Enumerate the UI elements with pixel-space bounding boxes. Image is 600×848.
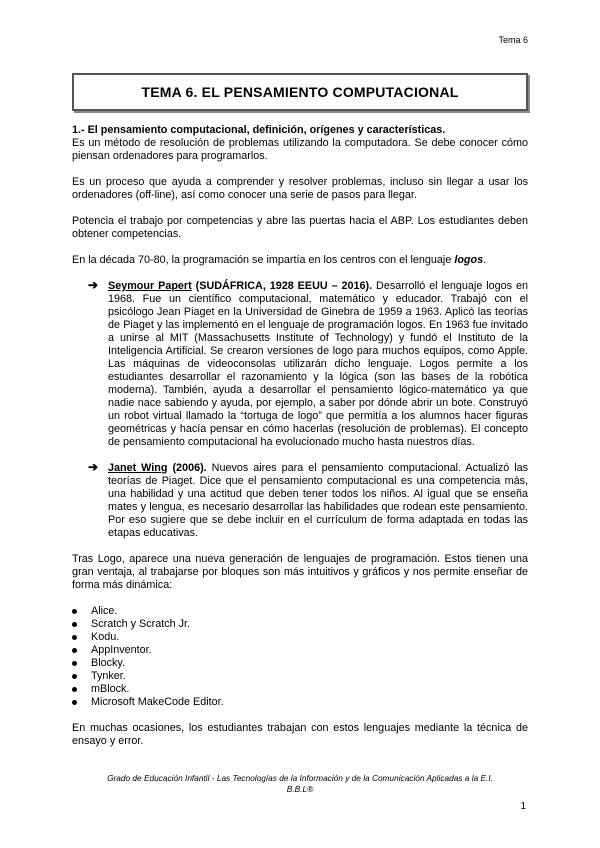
list-item: Microsoft MakeCode Editor. (72, 696, 528, 709)
paragraph-closing: En muchas ocasiones, los estudiantes trabajan con estos lenguajes mediante la técnica de ensayo y error. (72, 722, 528, 747)
bullet-icon (72, 700, 77, 705)
chapter-title-box (72, 73, 528, 111)
list-item: Tynker. (72, 670, 528, 683)
bullet-icon (72, 648, 77, 653)
person-description: Desarrolló el lenguaje logos en 1968. Fue un científico computacional, matemático y educador. Trabajó con el psicólogo Jean Piaget en la Universidad de Ginebra de 1959 a 1963. Aplicó las teorías de Piaget y las implementó en el lenguaje de programación logos. En 1963 fue invitado a unirse al MIT (Massachusetts Institute of Technology) y fundó el Instituto de la Inteligencia Artificial. Se crearon versiones de logo para muchos equipos, como Apple. Las máquinas de videoconsolas utilizarán dicho lenguaje. Logos permite a los estudiantes desarrollar el razonamiento y la lógica (son las bases de la robótica moderna). También, ayuda a desarrollar el pensamiento lógico-matemático ya que nadie nace sabiendo y ayuda, por ejemplo, a saber por dónde abrir un bote. Construyó un robot virtual llamado la “tortuga de logo” que permitía a los alumnos hacer figuras geométricas y hacía pensar en cómo hacerlas (resolución de problemas). El concepto de pensamiento computacional ha evolucionado mucho hasta nuestros días. (108, 280, 528, 448)
paragraph-definition: Es un método de resolución de problemas utilizando la computadora. Se debe conocer cómo piensan ordenadores para programarlos. (72, 137, 528, 162)
person-entry-papert (72, 280, 528, 449)
bullet-icon (72, 661, 77, 666)
list-item: mBlock. (72, 683, 528, 696)
logos-emphasis: logos (454, 254, 484, 266)
bullet-icon (72, 635, 77, 640)
list-item: Scratch y Scratch Jr. (72, 618, 528, 631)
person-detail: (SUDÁFRICA, 1928 EEUU – 2016). (191, 280, 373, 292)
paragraph-competencies: Potencia el trabajo por competencias y abre las puertas hacia el ABP. Los estudiantes deben obtener competencias. (72, 215, 528, 240)
person-detail: (2006). (167, 462, 207, 474)
chapter-title: TEMA 6. EL PENSAMIENTO COMPUTACIONAL (141, 84, 459, 100)
running-header: Tema 6 (498, 35, 528, 45)
list-item: Blocky. (72, 657, 528, 670)
bullet-icon (72, 687, 77, 692)
person-description: Nuevos aires para el pensamiento computacional. Actualizó las teorías de Piaget. Dice que el pensamiento computacional es una competencia más, una habilidad y una actitud que deben tener todos los niños. Al igual que se enseña mates y lengua, es necesario desarrollar las habilidades que rodean este pensamiento. Por eso sugiere que se debe incluir en el currículum de forma adaptada en todas las etapas educativas. (108, 462, 529, 539)
list-item: Kodu. (72, 631, 528, 644)
list-item: AppInventor. (72, 644, 528, 657)
body-content (72, 124, 528, 748)
list-item: Alice. (72, 605, 528, 618)
page-number: 1 (520, 801, 526, 812)
page-footer (72, 773, 528, 795)
arrow-icon: ➔ (88, 278, 99, 292)
footer-course: Grado de Educación Infantil - Las Tecnologías de la Información y de la Comunicación Aplicadas a la E.I. (107, 773, 493, 783)
bullet-icon (72, 674, 77, 679)
section-heading: 1.- El pensamiento computacional, definición, orígenes y características. (72, 124, 446, 136)
languages-list (72, 605, 528, 709)
footer-author: B.B.L® (286, 784, 314, 794)
person-entry-wing (72, 462, 528, 540)
paragraph-process: Es un proceso que ayuda a comprender y resolver problemas, incluso sin llegar a usar los ordenadores (off-line), así como conocer una serie de pasos para llegar. (72, 176, 528, 201)
arrow-icon: ➔ (88, 460, 99, 474)
bullet-icon (72, 622, 77, 627)
bullet-icon (72, 609, 77, 614)
paragraph-after-logo: Tras Logo, aparece una nueva generación de lenguajes de programación. Estos tienen una gran ventaja, al trabajarse por bloques son más intuitivos y gráficos y nos permite enseñar de forma más dinámica: (72, 553, 528, 591)
paragraph-logos: En la década 70-80, la programación se impartía en los centros con el lenguaje logos. (72, 254, 487, 266)
person-name: Janet Wing (108, 462, 168, 474)
person-name: Seymour Papert (108, 280, 192, 292)
